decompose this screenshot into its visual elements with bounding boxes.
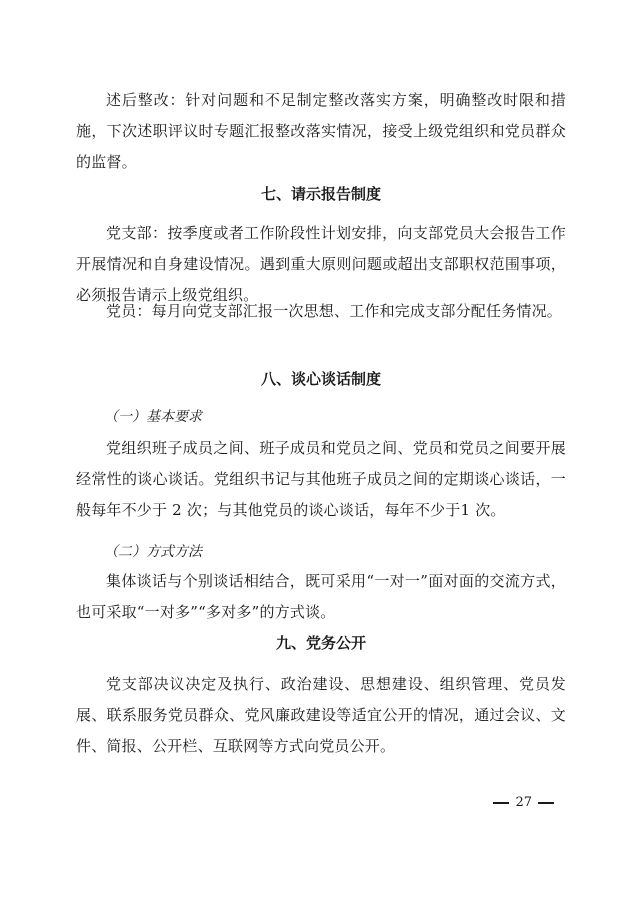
dash-right-icon — [538, 802, 554, 804]
heading-section-eight: 八、谈心谈话制度 — [260, 370, 381, 388]
paragraph-party-affairs-disclosure: 党支部决议决定及执行、政治建设、思想建设、组织管理、党员发展、联系服务党员群众、党风廉政建设等适宜公开的情况，通过会议、文件、简报、公开栏、互联网等方式向党员公开。 — [76, 675, 566, 755]
paragraph-heart-to-heart-talks: 党组织班子成员之间、班子成员和党员之间、党员和党员之间要开展经常性的谈心谈话。党组织书记与其他班子成员之间的定期谈心谈话，一般每年不少于 2 次；与其他党员的谈心谈话，每年不少于1 次。 — [76, 439, 566, 519]
paragraph-branch-reporting: 党支部：按季度或者工作阶段性计划安排，向支部党员大会报告工作开展情况和自身建设情况。遇到重大原则问题或超出支部职权范围事项，必须报告请示上级党组织。 — [76, 224, 566, 304]
paragraph-member-reporting: 党员：每月向党支部汇报一次思想、工作和完成支部分配任务情况。 — [106, 302, 563, 320]
page-number — [487, 793, 560, 813]
page-number-value: 27 — [515, 795, 532, 810]
heading-section-nine: 九、党务公开 — [275, 634, 366, 652]
heading-section-seven: 七、请示报告制度 — [260, 185, 381, 203]
subheading-methods: （二）方式方法 — [104, 544, 202, 560]
paragraph-post-rectification: 述后整改：针对问题和不足制定整改落实方案，明确整改时限和措施，下次述职评议时专题汇报整改落实情况，接受上级党组织和党员群众的监督。 — [76, 91, 566, 171]
dash-left-icon — [493, 802, 509, 804]
subheading-basic-requirements: （一）基本要求 — [104, 409, 202, 425]
paragraph-talk-methods: 集体谈话与个别谈话相结合，既可采用“一对一”面对面的交流方式，也可采取“一对多”“多对多”的方式谈。 — [76, 572, 566, 621]
